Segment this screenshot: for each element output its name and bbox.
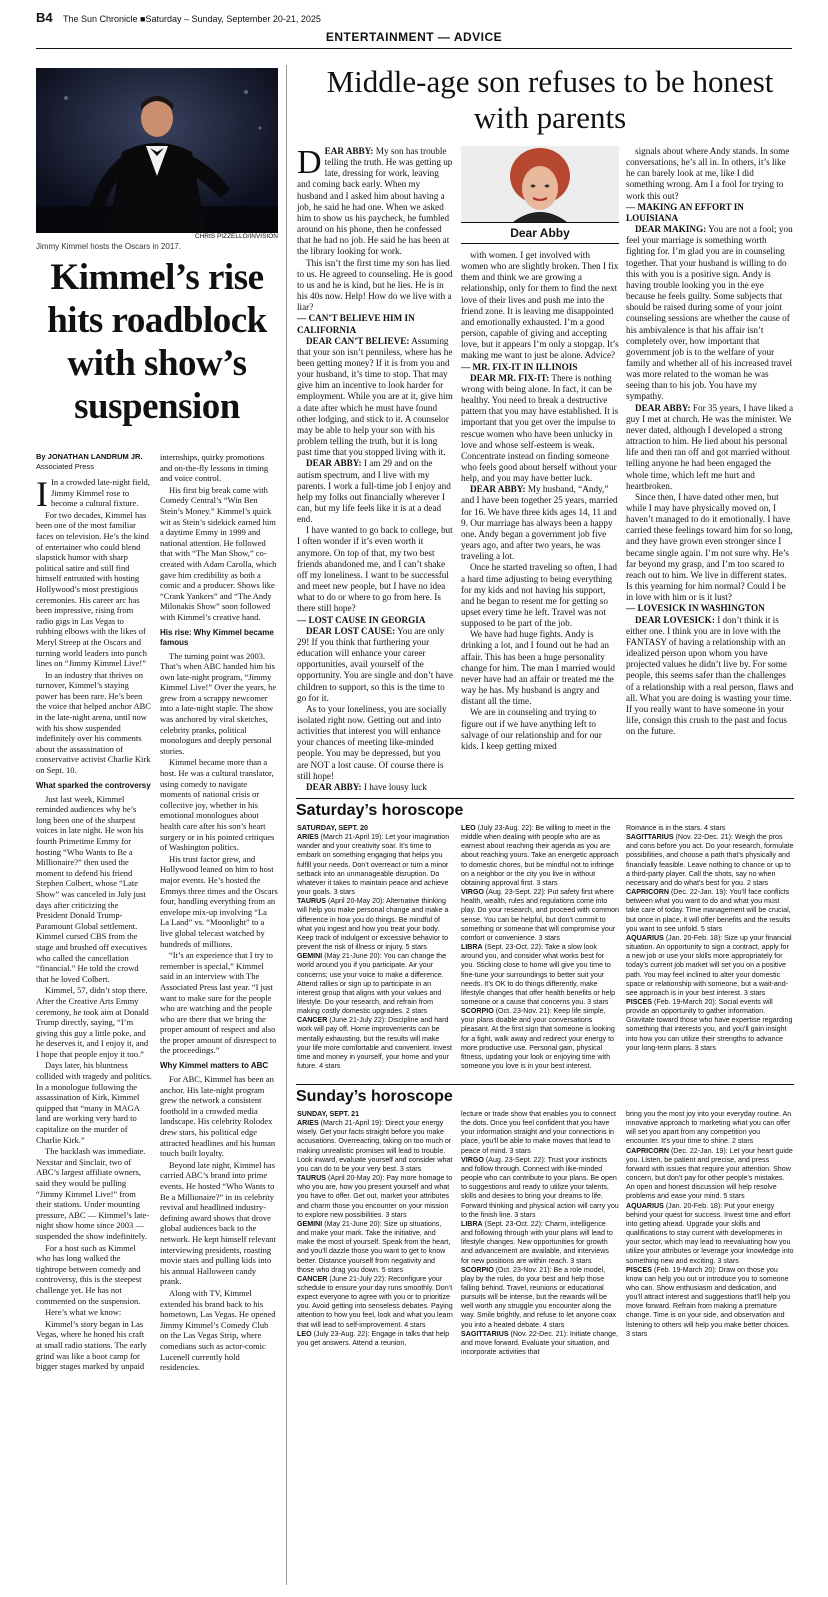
abby-paragraph: DEAR ABBY: My husband, “Andy,” and I have been together 25 years, married for 16. We have three kids ages 14, 11 and 9. Our marriage has always been a happy one. Andy began a government job five years ago, and after two years, he was traveling a lot.	[461, 484, 618, 562]
abby-lead: — MAKING AN EFFORT IN LOUISIANA	[626, 201, 744, 223]
abby-lead: DEAR ABBY:	[635, 402, 691, 413]
zodiac-sign: SCORPIO	[461, 1265, 494, 1274]
abby-lead: DEAR MR. FIX-IT:	[470, 372, 550, 383]
zodiac-sign: SCORPIO	[461, 1007, 494, 1016]
abby-lead: — LOST CAUSE IN GEORGIA	[297, 614, 426, 625]
abby-paragraph: DEAR ABBY: I have lousy luck	[306, 781, 427, 792]
zodiac-sign: PISCES	[626, 997, 653, 1006]
abby-paragraph: DEAR MAKING: You are not a fool; you feel your marriage is something worth fighting for. I’m glad you are in counseling together. That your husband is willing to do this with you is a positive sign. Andy is having trouble looking you in the eye because he feels guilty. Some subjects that should be raised during some of your joint counseling sessions are whether the cause of his ambivalence is that his affair isn’t completely over, how important that government job is to the welfare of your family and whether all of his increased travel was more related to the woman he was seeing than to his job. You have my sympathy.	[626, 224, 793, 402]
abby-paragraph: I have wanted to go back to college, but I often wonder if it’s even worth it anymore. On top of that, my two best friends abandoned me, and I can’t shake off my loneliness. I want to be successful and meet new people, but I have no idea what to do or where to go from here. Is there still hope?	[297, 525, 453, 614]
abby-lead: — CAN’T BELIEVE HIM IN CALIFORNIA	[297, 313, 415, 335]
abby-portrait	[461, 146, 619, 222]
separator-square: ■	[140, 14, 146, 24]
zodiac-sign: CAPRICORN	[626, 1146, 669, 1155]
paragraph: Along with TV, Kimmel extended his brand back to his hometown, Las Vegas. He opened Jimmy Kimmel’s Comedy Club on the Las Vegas Strip, where comedians such as actor-comic Lucenell currently hold residencies.	[160, 1287, 276, 1373]
saturday-horoscope-title: Saturday’s horoscope	[296, 798, 794, 820]
abby-lead: DEAR MAKING:	[635, 224, 707, 235]
horoscope-entry: AQUARIUS (Jan. 20-Feb. 18): Size up your financial situation. An opportunity to sign a contract, apply for a new job or use your skills more appropriately for today’s current job market will set you on a positive path. You may feel inclined to alter your domestic space or relationship with someone, but a wait-and-see approach is in your best interest. 3 stars	[626, 933, 792, 997]
zodiac-sign: ARIES	[297, 833, 319, 842]
horoscope-entry: SAGITTARIUS (Nov. 22-Dec. 21): Initiate change, and move forward. Evaluate your situation, and incorporate activities that	[461, 1329, 619, 1357]
horoscope-entry: TAURUS (April 20-May 20): Pay more homage to who you are, how you present yourself and what you have to offer. Get out, market your attributes and charm those you encounter on your mission to explore new possibilities. 3 stars	[297, 1174, 453, 1219]
horoscope-entry: SAGITTARIUS (Nov. 22-Dec. 21): Weigh the pros and cons before you act. Do your research, formulate possibilities, and choose a path that’s physically and financially feasible. Leave nothing to chance or up to a third-party player. Call the shots, say no when necessary and do what’s best for you. 2 stars	[626, 833, 794, 887]
horoscope-entry: GEMINI (May 21-June 20): You can change the world around you if you participate. Air your concerns; use your voice to make a difference. Attend rallies or sign up to participate in an interest group that aligns with your values and lifestyle. Do your research, and refrain from making costly domestic upgrades. 2 stars	[297, 952, 447, 1016]
zodiac-sign: LIBRA	[461, 943, 483, 952]
abby-lead: DEAR LOVESICK:	[635, 614, 715, 625]
horoscope-entry: CAPRICORN (Dec. 22-Jan. 19): Let your heart guide you. Listen, be patient and precise, and press forward with issues that require your attention. Show concern, but don’t pay for other people’s mistakes. An open and honest discussion will help resolve problems and ease your mind. 5 stars	[626, 1146, 793, 1201]
abby-paragraph: DEAR MR. FIX-IT: There is nothing wrong with being alone. In fact, it can be healthy. You need to break a destructive pattern that you may have established. It is important that you get over the impulse to rescue women who have been unlucky in love and whose self-esteem is weak. Concentrate instead on finding someone who feels good about herself without your help, and you may have better luck.	[461, 372, 619, 484]
paper-name: The Sun Chronicle	[62, 14, 138, 24]
paragraph: Here’s what we know:	[45, 1307, 122, 1318]
abby-lead: DEAR CAN’T BELIEVE:	[306, 335, 410, 346]
drop-cap: D	[297, 144, 322, 181]
paragraph: In an industry that thrives on turnover, Kimmel’s staying power has been rare. He’s been the voice that helped anchor ABC in the late-night arena, until now with his show suspended indefinitely over his comments about the assassination of conservative activist Charlie Kirk on Sept. 10.	[36, 669, 151, 776]
paragraph: For two decades, Kimmel has been one of the most familiar faces on television. He’s the kind of entertainer who could blend slapstick humor with sharp political satire and still find himself entrusted with hosting Hollywood’s most prestigious ceremonies. His career arc has been impressive, rising from radio gigs in Las Vegas to rubbing elbows with the likes of Meryl Streep at the Oscars and turning world leaders into punch lines on “Jimmy Kimmel Live!”	[36, 509, 149, 669]
abby-paragraph: DEAR ABBY: For 35 years, I have liked a guy I met at church. He was the minister. We never dated, although I developed a strong attraction to him. He lied about his personal life and then ran off and got married without telling anyone he had been engaged the whole time, which left me hurt and heartbroken.	[626, 402, 794, 491]
section-title: ENTERTAINMENT — ADVICE	[36, 30, 792, 49]
paragraph: His trust factor grew, and Hollywood leaned on him to host major events. He’s hosted the Emmys three times and the Oscars four, handling everything from an envelope mix-up involving “La La Land” vs. “Moonlight” to a live global telecast watched by hundreds of millions.	[160, 853, 278, 949]
sunday-horoscope-column-2	[461, 1110, 619, 1590]
zodiac-sign: SAGITTARIUS	[626, 833, 674, 842]
drop-cap: I	[36, 474, 48, 514]
sunday-horoscope-column-3	[626, 1110, 794, 1590]
paragraph: Kimmel became more than a host. He was a cultural translator, using comedy to navigate moments of national crisis or collective joy, whether in his emotional monologues about health care after his son’s heart surgery or in his pointed critiques of Washington politics.	[160, 757, 275, 853]
horoscope-entry: AQUARIUS (Jan. 20-Feb. 18): Put your energy behind your quest for success. Invest time and effort into getting ahead. Upgrade your skills and qualifications to stay current with developments in your sector, which may lead to reevaluating how you utilize your attributes or leverage your knowledge into something new and exciting. 3 stars	[626, 1201, 794, 1265]
horoscope-date: SUNDAY, SEPT. 21	[297, 1110, 360, 1118]
horoscope-entry: TAURUS (April 20-May 20): Alternative thinking will help you make personal change and make a difference in how you do things. Be mindful of what you ingest and how you treat your body. Keep track of indulgent or excessive behavior to prevent the risk of illness or injury. 5 stars	[297, 897, 449, 952]
page-header	[36, 10, 792, 32]
zodiac-sign: LIBRA	[461, 1219, 483, 1228]
abby-paragraph: Since then, I have dated other men, but while I may have physically moved on, I haven’t managed to do it emotionally. I have carried these feelings toward him for so long, and they have grown even stronger since I became single again. I’m not sure why. He’s far beyond my grasp, and I’m too scared to reach out to him. We live in different states. Is this yearning for him normal? Could I be in love with him or is it lust?	[626, 491, 793, 603]
paragraph: His first big break came with Comedy Central’s “Win Ben Stein’s Money.” Kimmel’s quick wit as Stein’s sidekick earned him a daytime Emmy in 1999 and national attention. He followed that with “The Man Show,” co-created with Adam Carolla, which gave him credibility as both a comic and a producer. Shows like “Crank Yankers” and “The Andy Milonakis Show” soon followed with Kimmel’s creative hand.	[160, 484, 277, 622]
abby-lead: DEAR ABBY:	[470, 484, 526, 495]
zodiac-sign: ARIES	[297, 1119, 319, 1128]
abby-paragraph	[626, 202, 794, 224]
abby-lead: EAR ABBY:	[324, 146, 374, 156]
saturday-horoscope-column-1	[297, 824, 453, 1078]
paragraph: “It’s an experience that I try to remember is special,” Kimmel said in an interview with The Associated Press last year. “I just want to make sure for the people who are watching and the people who are there that we bring the proper amount of respect and also the proper amount of disrespect to the proceedings.”	[160, 950, 277, 1056]
zodiac-sign: CAPRICORN	[626, 888, 669, 897]
horoscope-entry: LEO (July 23-Aug. 22): Engage in talks that help you get answers. Attend a reunion,	[297, 1329, 450, 1347]
abby-lead: — LOVESICK IN WASHINGTON	[626, 603, 765, 614]
paragraph: Beyond late night, Kimmel has carried ABC’s brand into prime events. He hosted “Who Wants to Be a Millionaire?” in its celebrity revival and headlined industry-defining award shows that drove global audiences back to the network. He kept himself relevant interviewing presidents, roasting movie stars and pulling kids into his annual Halloween candy prank.	[160, 1159, 276, 1287]
abby-paragraph: As to your loneliness, you are socially isolated right now. Getting out and into activities that interest you will enhance your chances of meeting like-minded people. You may be depressed, but you are NOT a lost cause. Of course there is still hope!	[297, 703, 447, 781]
horoscope-entry: VIRGO (Aug. 23-Sept. 22): Trust your instincts and follow through. Connect with like-minded people who can contribute to your plans. Be open to suggestions and ready to utilize your talents, skills and desires to bring your dreams to life. Forward thinking and physical action will carry you to the finish line. 3 stars	[461, 1155, 619, 1219]
abby-headline: Middle-age son refuses to be honest with parents	[326, 64, 774, 135]
byline-org: Associated Press	[36, 462, 94, 471]
horoscope-date: SATURDAY, SEPT. 20	[297, 824, 368, 832]
sunday-horoscope-column-1	[297, 1110, 453, 1590]
abby-paragraph	[297, 615, 453, 626]
subhead-matters: Why Kimmel matters to ABC	[160, 1061, 269, 1071]
horoscope-entry: CANCER (June 21-July 22): Discipline and hard work will pay off. Home improvements can be mentally exhausting, but the results will make your life more comfortable and convenient. Invest time and money in yourself, your home and your future. 4 stars	[297, 1016, 452, 1071]
abby-paragraph: signals about where Andy stands. In some conversations, he’s all in. In others, it’s like he can barely look at me, like I did something wrong. Am I a fool for trying to work this out?	[626, 146, 790, 201]
horoscope-entry: GEMINI (May 21-June 20): Size up situations, and make your mark. Take the initiative, and make the most of yourself. Speak from the heart, and you’ll dazzle those you want to get to know better. Distance yourself from negativity and those who drag you down. 5 stars	[297, 1219, 451, 1274]
abby-lead: — MR. FIX-IT IN ILLINOIS	[461, 361, 578, 372]
horoscope-entry: LIBRA (Sept. 23-Oct. 22): Take a slow look around you, and consider what works best for you. Sticking close to home will give you time to fine-tune your surroundings to better suit your needs. It’s OK to do things differently, make lifestyle changes that offer health benefits or help someone or a cause that concerns you. 3 stars	[461, 943, 616, 1006]
abby-column-3	[626, 146, 794, 737]
abby-lead: DEAR ABBY:	[306, 458, 362, 469]
zodiac-sign: TAURUS	[297, 1174, 327, 1183]
abby-paragraph	[297, 313, 453, 335]
horoscope-entry: ARIES (March 21-April 19): Let your imagination wander and your creativity soar. It’s time to embark on something engaging that helps you fulfill your needs. Don’t overreact or turn a minor setback into an unmanageable disruption. Do whatever it takes to maintain peace and achieve your goals. 3 stars	[297, 833, 450, 897]
paragraph: Kimmel, 57, didn’t stop there. After the Creative Arts Emmy ceremony, he took aim at Donald Trump directly, saying, “I’m giving this guy a little poke, and he deserves it, and I enjoy it, and I hope that people enjoy it too.”	[36, 985, 149, 1059]
photo-credit: CHRIS PIZZELLO/INVISION	[194, 233, 278, 240]
horoscope-entry: SCORPIO (Oct. 23-Nov. 21): Keep life simple, your plans doable and your conversations pleasant. At the first sign that someone is looking for a fight, walk away and redirect your energy to more productive use. Personal gain, physical fitness, updating your look or enjoying time with someone you love is in your best interest.	[461, 1007, 615, 1071]
abby-paragraph: DEAR ABBY: I am 29 and on the autism spectrum, and I live with my parents. I work a full-time job I enjoy and help my folks out financially wherever I can, but my life feels like it is at a dead end.	[297, 458, 451, 525]
column-divider	[286, 65, 287, 1585]
abby-paragraph: This isn’t the first time my son has lied to us. He agreed to counseling. He is good to us and he is kind, but he lies. He is in his 40s now. Help! How do we live with a liar?	[297, 257, 453, 313]
abby-photo	[461, 146, 619, 222]
horoscope-entry: lecture or trade show that enables you to connect the dots. Once you feel confident that you have your information straight and your connections in place, you’ll be able to make moves that lead to peace of mind. 3 stars	[461, 1110, 616, 1155]
abby-paragraph: DEAR ABBY: My son has trouble telling the truth. He was getting up late, dressing for work, leaving and coming back early. When my husband and I asked him about having a job, he said he had one. When we asked him to show us his paycheck, he fumbled around on his phone, then he confessed that he had no job. He said he has been at the library looking for work.	[297, 144, 453, 257]
abby-paragraph	[461, 362, 619, 373]
abby-paragraph: DEAR LOVESICK: I don’t think it is either one. I think you are in love with the FANTASY of having a relationship with an idealized person upon whom you have projected values he didn’t live by. For some people, this seems safer than the challenges of a relationship with a real person, flaws and all. What you are doing is wasting your time. If you really want to have someone in your life, consign this crush to the past and focus on the future.	[626, 614, 794, 737]
abby-column-2	[461, 250, 619, 751]
paragraph: The turning point was 2003. That’s when ABC handed him his own late-night program, “Jimmy Kimmel Live!” Over the years, he grew from a scrappy newcomer into a late-night staple. The show was anchored by viral sketches, celebrity pranks, political monologues and deeply personal stories.	[160, 650, 277, 756]
abby-column-1	[297, 144, 453, 792]
paragraph: The backlash was immediate. Nexstar and Sinclair, two of ABC’s largest affiliate owners, said they would be pulling “Jimmy Kimmel Live!” from their stations. Under mounting pressure, ABC — Kimmel’s late-night show home since 2003 — suspended the show indefinitely.	[36, 1146, 150, 1241]
saturday-horoscope-column-3	[626, 824, 794, 1078]
lead-text: In a crowded late-night field, Jimmy Kimmel rose to become a cultural fixture.	[51, 477, 150, 509]
horoscope-entry: PISCES (Feb. 19-March 20): Social events will provide an opportunity to gather information. Gravitate toward those who have expertise regarding something that interests you, and you’ll gain insight into how you can utilize their strengths to advance your long-term plans. 3 stars	[626, 997, 793, 1052]
horoscope-entry: LIBRA (Sept. 23-Oct. 22): Charm, intelligence and following through with your plans will lead to lifestyle changes. New opportunities for growth and advancement are available, and interviews for new positions are within reach. 3 stars	[461, 1219, 613, 1265]
issue-date: Saturday – Sunday, September 20-21, 2025	[145, 14, 321, 24]
paragraph: Just last week, Kimmel reminded audiences why he’s long been one of the sharpest voices in late night. He won his fourth Primetime Emmy for hosting “Who Wants to Be a Millionaire?” then used the moment to defend his friend Stephen Colbert, whose “Late Show” was canceled in July just days after criticizing the President Donald Trump-Paramount Global settlement. Kimmel cursed CBS from the stage and brushed off executives who called the cancellation “financial.” He told the crowd that he loved Colbert.	[36, 793, 147, 984]
kimmel-photo	[36, 68, 278, 233]
kimmel-column-2	[160, 452, 278, 1592]
abby-paragraph: DEAR LOST CAUSE: You are only 29! If you think that furthering your education will enhance your career opportunities, avail yourself of the opportunity. You are single and don’t have children to support, so this is the time to go for it.	[297, 625, 453, 703]
paragraph: Days later, his bluntness collided with tragedy and politics. In a monologue following the assassination of Kirk, Kimmel quipped that “many in MAGA land are working very hard to capitalize on the murder of Charlie Kirk.”	[36, 1060, 152, 1145]
abby-column-label: Dear Abby	[461, 222, 619, 244]
zodiac-sign: CANCER	[297, 1274, 328, 1283]
horoscope-entry: CANCER (June 21-July 22): Reconfigure your schedule to ensure your day runs smoothly. Don’t expect everyone to agree with you or to prioritize you. Avoid getting into senseless debates. Paying attention to how you feel, look and what you learn that will lead to self-improvement. 4 stars	[297, 1274, 453, 1329]
zodiac-sign: GEMINI	[297, 1219, 323, 1228]
zodiac-sign: SAGITTARIUS	[461, 1329, 509, 1338]
kimmel-photo-illustration	[36, 68, 278, 233]
zodiac-sign: TAURUS	[297, 897, 327, 906]
subhead-rise: His rise: Why Kimmel became famous	[160, 627, 274, 647]
paragraph: internships, quirky promotions and on-the-fly lessons in timing and voice control.	[160, 452, 269, 484]
horoscope-entry: LEO (July 23-Aug. 22): Be willing to meet in the middle when dealing with people who are as earnest about reaching their agenda as you are about reaching yours. Take an energetic approach to domestic chores, but be mindful not to infringe on a neighbor or the city you live in without obtaining approval first. 3 stars	[461, 824, 619, 887]
abby-paragraph: Once he started traveling so often, I had a hard time adjusting to being everything for my kids and not having his support, and he began to resent me for getting so upset every time he left. Travel was not supposed to be part of the job.	[461, 562, 617, 629]
zodiac-sign: GEMINI	[297, 952, 323, 961]
photo-caption: Jimmy Kimmel hosts the Oscars in 2017.	[36, 242, 181, 251]
kimmel-column-1	[36, 452, 152, 1592]
zodiac-sign: CANCER	[297, 1016, 328, 1025]
saturday-horoscope-column-2	[461, 824, 619, 1078]
abby-lead: DEAR ABBY:	[306, 781, 362, 792]
abby-paragraph: We have had huge fights. Andy is drinking a lot, and I found out he had an affair. This has been a huge personality change for him. The man I married would never have had an affair or treated me the way he has. My husband is angry and distant all the time.	[461, 629, 615, 707]
paragraph: For a host such as Kimmel who has long walked the tightrope between comedy and controversy, this is the steepest challenge yet. He has not commented on the suspension.	[36, 1242, 142, 1306]
horoscope-entry: Romance is in the stars. 4 stars	[626, 824, 726, 832]
sunday-horoscope-title: Sunday’s horoscope	[296, 1084, 794, 1106]
paragraph: Kimmel’s story began in Las Vegas, where he honed his craft at small radio stations. The early grind was like a boot camp for bigger stages marked by unpaid	[36, 1318, 147, 1372]
abby-paragraph	[626, 603, 794, 614]
horoscope-entry: CAPRICORN (Dec. 22-Jan. 19): You’ll face conflicts between what you want to do and what you must take care of today. Time management will be crucial, but once in place, it will offer benefits and the results you want to see unfold. 5 stars	[626, 888, 791, 933]
byline-name: By JONATHAN LANDRUM JR.	[36, 452, 143, 461]
horoscope-entry: ARIES (March 21-April 19): Direct your energy wisely. Get your facts straight before you make accusations. Overreacting, taking on too much or making unrealistic promises will lead to trouble. Look inward, evaluate yourself and consider what you can do to be your very best. 3 stars	[297, 1119, 453, 1173]
abby-paragraph: We are in counseling and trying to figure out if we have anything left to salvage of our relationship and for our kids. I keep getting mixed	[461, 707, 602, 751]
zodiac-sign: PISCES	[626, 1265, 653, 1274]
page-number: B4	[36, 10, 53, 25]
horoscope-entry: SCORPIO (Oct. 23-Nov. 21): Be a role model, play by the rules, do your best and help those falling behind. Travel, reunions or educational pursuits will be intense, but the rewards will be well worth any struggle you encounter along the way. Smile brightly, and refuse to let anyone coax you into a heated debate. 4 stars	[461, 1265, 617, 1329]
zodiac-sign: AQUARIUS	[626, 933, 664, 942]
lead-paragraph	[36, 474, 152, 514]
abby-paragraph: DEAR CAN’T BELIEVE: Assuming that your son isn’t penniless, where has he been getting money? If it is from you and your husband, it’s time to stop. That may give him an incentive to look harder for employment. While you are at it, give him a date after which he must have found other lodging, and stick to it. A counselor may be able to help your son with his problem telling the truth, but it is long past time that you stopped living with it.	[297, 335, 453, 458]
horoscope-entry: PISCES (Feb. 19-March 20): Draw on those you know can help you out or introduce you to someone who can. Show enthusiasm and dedication, and you’ll attract interest and suggestions that’ll help you move forward. Refrain from making a premature change. Time is on your side, and observation and listening to others will help you make better choices. 3 stars	[626, 1265, 791, 1338]
zodiac-sign: VIRGO	[461, 1155, 484, 1164]
abby-lead: DEAR LOST CAUSE:	[306, 625, 396, 636]
zodiac-sign: LEO	[461, 824, 476, 832]
horoscope-entry: VIRGO (Aug. 23-Sept. 22): Put safety first where health, wealth, rules and regulations come into play. Do your research, and proceed with common sense. You can be helpful, but don’t commit to something or someone that will compromise your comfort or convenience. 3 stars	[461, 888, 619, 942]
zodiac-sign: VIRGO	[461, 888, 484, 897]
kimmel-headline: Kimmel’s rise hits roadblock with show’s suspension	[47, 257, 267, 427]
zodiac-sign: LEO	[297, 1329, 312, 1338]
byline	[36, 452, 152, 472]
horoscope-entry: bring you the most joy into your everyday routine. An innovative approach to marketing what you can offer will set you apart from any competition you encounter. It’s your time to shine. 2 stars	[626, 1110, 792, 1146]
subhead-controversy: What sparked the controversy	[36, 780, 151, 790]
paragraph: For ABC, Kimmel has been an anchor. His late-night program grew the network a consistent foothold in a crowded media landscape. His celebrity Rolodex drew stars, his political edge attracted headlines and his human touch built loyalty.	[160, 1074, 276, 1159]
abby-paragraph: with women. I get involved with women who are slightly broken. Then I fix them and think we are growing a relationship, only for them to find the next love of their lives and push me into the friend zone. It is leaving me disappointed and emotionally exhausted. I’m a good person, capable of giving and accepting love, but it appears I’m only a stopgap. It’s making me want to just be alone. Advice?	[461, 250, 619, 361]
zodiac-sign: AQUARIUS	[626, 1201, 664, 1210]
